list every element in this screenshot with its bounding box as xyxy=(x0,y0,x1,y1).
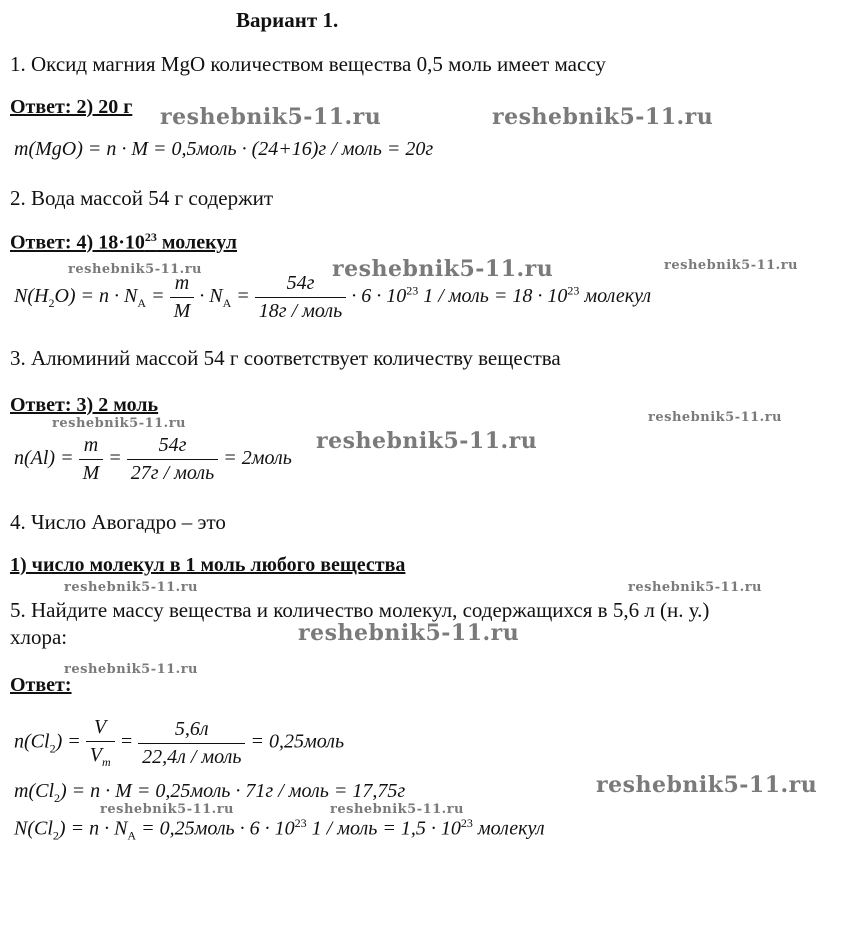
answer-2-exp: 23 xyxy=(144,230,157,244)
f5c-exp: 23 xyxy=(294,816,307,830)
answer-4: 1) число молекул в 1 моль любого вещества xyxy=(10,554,406,576)
formula-2: $N(H_2O) = n \cdot N_A$ = $\frac{m}{M}$ · $N_A$ = $\frac{54г}{\text{18г / моль}}$ · $6 \cdot 10^{23}$ 1 / моль = $18 \cdot 10^{23}$ молекул xyxy=(14,272,652,322)
f2-tail-a: · 6 · 10 xyxy=(346,285,407,308)
answer-3: Ответ: 3) 2 моль xyxy=(10,394,159,416)
f2-M: M xyxy=(173,300,191,322)
question-4: 4. Число Авогадро – это xyxy=(10,510,226,534)
f3-den: 27г / моль xyxy=(130,462,215,484)
f5a-num: 5,6л xyxy=(138,718,245,744)
f3-frac-mM xyxy=(79,434,104,485)
watermark: reshebnik5-11.ru xyxy=(316,428,538,454)
f3-num: 54г xyxy=(127,434,218,460)
f5c-a: N(Cl xyxy=(14,817,53,840)
f5a-Vm xyxy=(86,742,115,770)
f2-eq2: = xyxy=(231,285,255,308)
f5c-exp2: 23 xyxy=(460,816,473,830)
answer-2-prefix: Ответ: 4) 18·10 xyxy=(10,231,145,254)
f5c-b: ) = n · N xyxy=(58,817,128,840)
watermark: reshebnik5-11.ru xyxy=(596,772,818,798)
f3-frac xyxy=(127,434,218,485)
f5a-V: V xyxy=(86,716,115,742)
f2-eq1: = xyxy=(146,285,170,308)
formula-5a: $n(Cl_2)$ = $\frac{V}{V_m}$ = $\frac{5,6л}{\text{22,4л / моль}}$ = 0,25моль xyxy=(14,716,345,769)
watermark: reshebnik5-11.ru xyxy=(100,802,235,817)
f5a-lhs-b: ) = xyxy=(55,730,86,753)
f3-res: = 2моль xyxy=(218,447,292,470)
answer-1: Ответ: 2) 20 г xyxy=(10,96,133,118)
f5c-e: молекул xyxy=(472,817,545,840)
watermark: reshebnik5-11.ru xyxy=(64,580,199,595)
formula-5c: $N(Cl_2) = n \cdot N_A$ = 0,25моль · $6 \cdot 10^{23}$ 1 / моль = $1,5 \cdot 10^{23}$ молекул xyxy=(14,816,545,843)
f2-m: m xyxy=(170,272,195,298)
watermark: reshebnik5-11.ru xyxy=(628,580,763,595)
question-2: 2. Вода массой 54 г содержит xyxy=(10,186,274,210)
watermark: reshebnik5-11.ru xyxy=(492,104,714,130)
f2-num: 54г xyxy=(255,272,346,298)
watermark: reshebnik5-11.ru xyxy=(52,416,187,431)
f5a-frac-V xyxy=(86,716,115,770)
f5a-Vm-sub: m xyxy=(101,755,111,769)
formula-5b: $m(Cl_2) = n \cdot M$ = 0,25моль · 71г / моль = 17,75г xyxy=(14,780,406,805)
f3-M: M xyxy=(82,462,100,484)
f5b-a: m(Cl xyxy=(14,780,54,802)
f5a-Vm-base: V xyxy=(89,744,102,766)
f2-dotNA: · N xyxy=(194,285,223,308)
f5c-c: = 0,25моль · 6 · 10 xyxy=(136,817,295,840)
formula-3: n(Al) = $\frac{m}{M}$ = $\frac{54г}{\text{27г / моль}}$ = 2моль xyxy=(14,434,292,484)
watermark: reshebnik5-11.ru xyxy=(64,662,199,677)
question-5: 5. Найдите массу вещества и количество молекул, содержащихся в 5,6 л (н. у.) xyxy=(10,598,710,622)
watermark: reshebnik5-11.ru xyxy=(332,256,554,282)
watermark: reshebnik5-11.ru xyxy=(664,258,799,273)
page-title: Вариант 1. xyxy=(236,8,339,32)
watermark: reshebnik5-11.ru xyxy=(298,620,520,646)
answer-2 xyxy=(10,230,237,255)
answer-5: Ответ: xyxy=(10,674,72,696)
watermark: reshebnik5-11.ru xyxy=(648,410,783,425)
f2-tail-b: 1 / моль = 18 · 10 xyxy=(418,285,568,308)
question-1: 1. Оксид магния MgO количеством вещества 0,5 моль имеет массу xyxy=(10,52,606,76)
f5b-b: ) = n · M = 0,25моль · 71г / моль = 17,75г xyxy=(60,780,406,802)
f2-tail-exp: 23 xyxy=(406,283,419,298)
f3-lhs: n(Al) = xyxy=(14,447,79,470)
question-5-cont: хлора: xyxy=(10,625,68,649)
formula-1: m(MgO) = n · M = 0,5моль · (24+16)г / моль = 20г xyxy=(14,138,434,160)
f2-den: 18г / моль xyxy=(258,300,343,322)
watermark: reshebnik5-11.ru xyxy=(330,802,465,817)
watermark: reshebnik5-11.ru xyxy=(160,104,382,130)
question-3: 3. Алюминий массой 54 г соответствует количеству вещества xyxy=(10,346,561,370)
f2-lhs-a: N(H xyxy=(14,285,49,308)
f5a-res: = 0,25моль xyxy=(245,730,345,753)
f2-lhs-b: O) = n · N xyxy=(54,285,138,308)
f2-frac-mM xyxy=(170,272,195,323)
answer-2-suffix: молекул xyxy=(156,231,238,254)
f5a-lhs: n(Cl xyxy=(14,730,50,753)
f5a-den: 22,4л / моль xyxy=(142,745,242,768)
f2-tail-exp2: 23 xyxy=(567,283,580,298)
f2-tail-c: молекул xyxy=(579,285,652,308)
f3-m: m xyxy=(79,434,104,460)
f5a-frac xyxy=(138,718,245,769)
f5c-d: 1 / моль = 1,5 · 10 xyxy=(306,817,461,840)
watermark: reshebnik5-11.ru xyxy=(68,262,203,277)
